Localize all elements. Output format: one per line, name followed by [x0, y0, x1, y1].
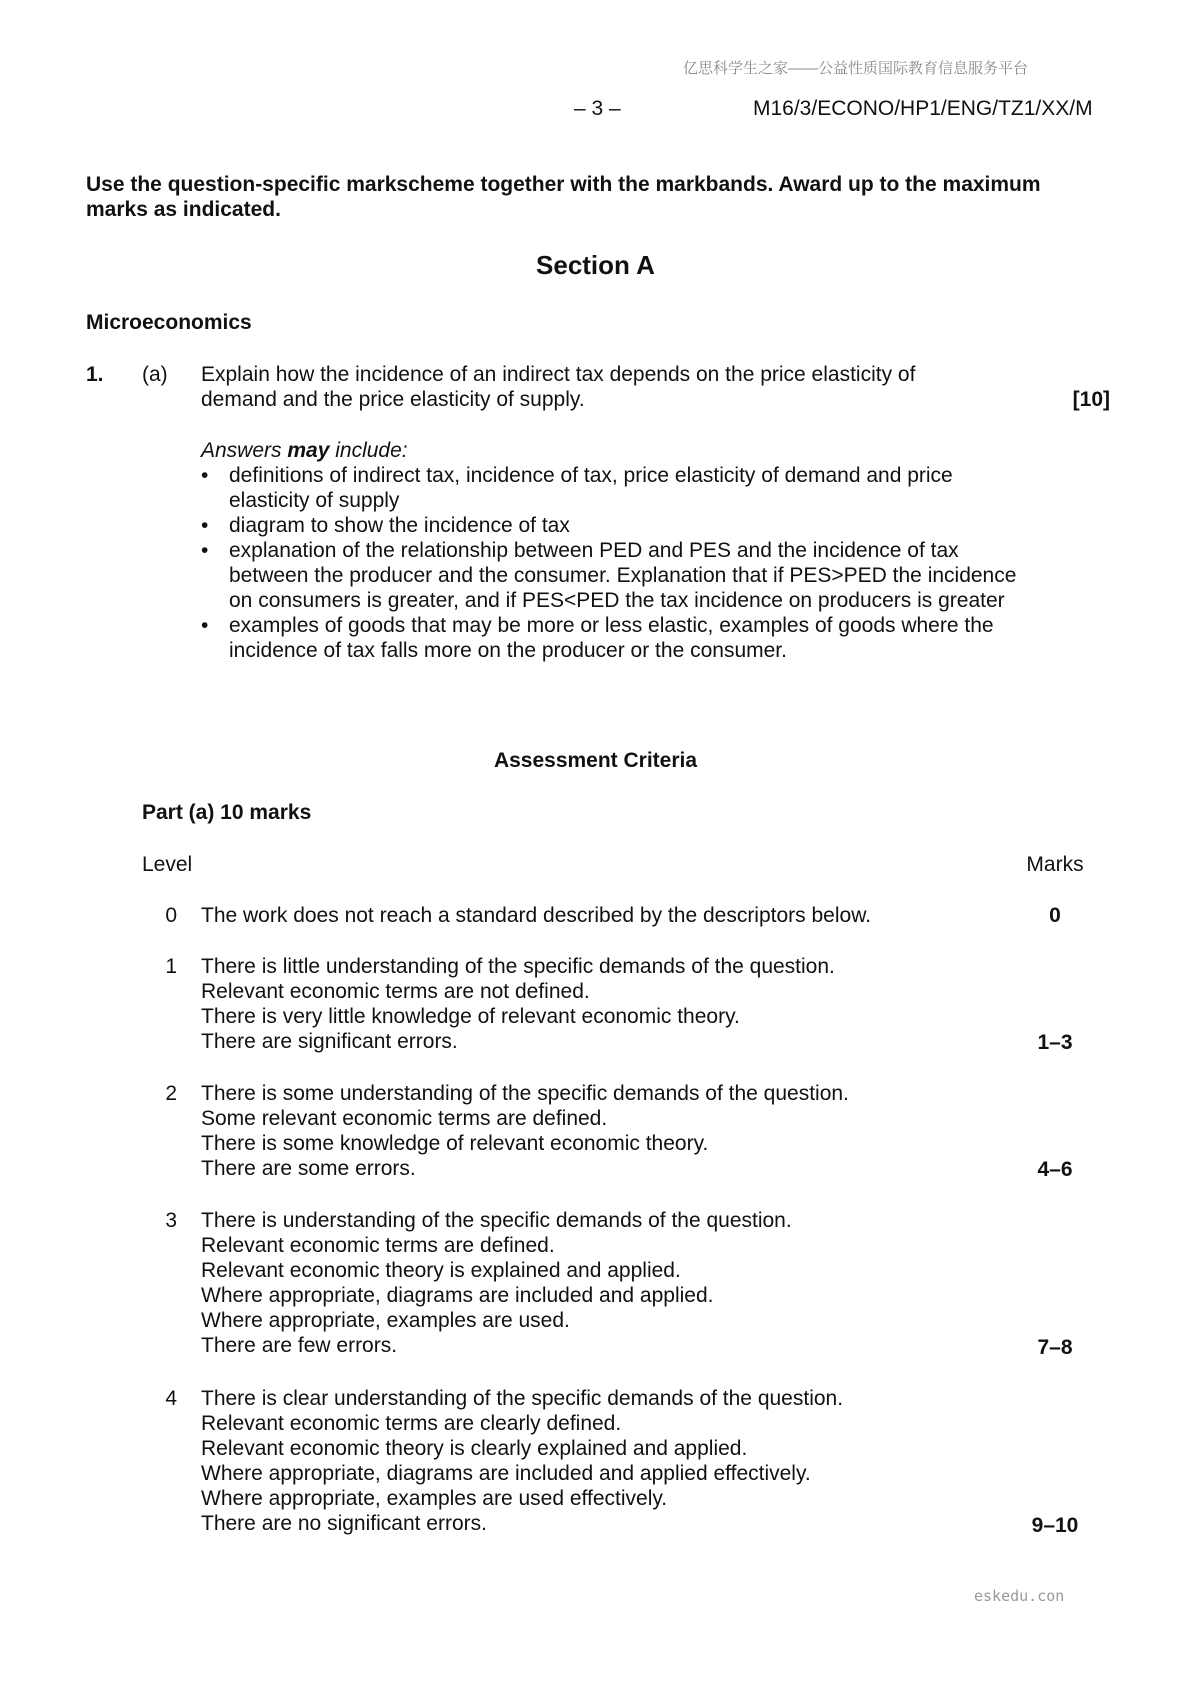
descriptor-line: Where appropriate, diagrams are included and applied.: [201, 1284, 714, 1307]
bullet-icon: •: [201, 464, 209, 487]
answers-intro-before: Answers: [201, 439, 288, 462]
descriptor-line: Relevant economic terms are clearly defined.: [201, 1412, 622, 1435]
level-number: 4: [165, 1387, 177, 1410]
bullet-icon: •: [201, 514, 209, 537]
descriptor-line: Relevant economic theory is clearly explained and applied.: [201, 1437, 748, 1460]
question-text-line-2: demand and the price elasticity of supply.: [201, 388, 585, 411]
answers-intro-after: include:: [329, 439, 408, 462]
document-code: M16/3/ECONO/HP1/ENG/TZ1/XX/M: [753, 97, 1093, 120]
level-descriptor: [201, 903, 871, 928]
list-item: [201, 613, 1031, 663]
list-item: [201, 463, 1031, 513]
descriptor-line: There are few errors.: [201, 1334, 398, 1357]
descriptor-line: There are significant errors.: [201, 1030, 458, 1053]
page-number: – 3 –: [574, 97, 621, 120]
level-marks: 7–8: [1037, 1336, 1073, 1359]
bullet-text: examples of goods that may be more or less elastic, examples of goods where the incidence of tax falls more on the producer or the consumer.: [229, 614, 994, 662]
bullet-icon: •: [201, 614, 209, 637]
section-title: Section A: [536, 250, 655, 280]
descriptor-line: Relevant economic terms are defined.: [201, 1234, 555, 1257]
level-number: 1: [165, 955, 177, 978]
descriptor-line: There is clear understanding of the specific demands of the question.: [201, 1387, 844, 1410]
level-number: 3: [165, 1209, 177, 1232]
question-part: (a): [142, 363, 168, 386]
level-marks: 0: [1049, 904, 1061, 927]
descriptor-line: There is little understanding of the specific demands of the question.: [201, 955, 835, 978]
descriptor-line: There is understanding of the specific demands of the question.: [201, 1209, 792, 1232]
level-marks: 4–6: [1037, 1158, 1073, 1181]
question-text-line-1: Explain how the incidence of an indirect tax depends on the price elasticity of: [201, 363, 916, 386]
descriptor-line: Where appropriate, examples are used effectively.: [201, 1487, 668, 1510]
watermark-text-bottom: eskedu.con: [974, 1587, 1065, 1605]
level-marks: 1–3: [1037, 1031, 1073, 1054]
level-descriptor: [201, 1386, 843, 1536]
question-marks: [10]: [1072, 388, 1110, 411]
answers-bullet-list: [201, 463, 1031, 663]
descriptor-line: There are no significant errors.: [201, 1512, 487, 1535]
list-item: [201, 513, 1031, 538]
descriptor-line: Relevant economic theory is explained and applied.: [201, 1259, 681, 1282]
instruction-line-1: Use the question-specific markscheme together with the markbands. Award up to the maximum: [86, 173, 1041, 196]
bullet-text: definitions of indirect tax, incidence of tax, price elasticity of demand and price elasticity of supply: [229, 464, 953, 512]
answers-intro-emphasis: may: [287, 439, 330, 462]
descriptor-line: Where appropriate, diagrams are included and applied effectively.: [201, 1462, 811, 1485]
level-marks: 9–10: [1031, 1514, 1079, 1537]
watermark-text-top: 亿思科学生之家——公益性质国际教育信息服务平台: [683, 60, 1029, 77]
descriptor-line: Some relevant economic terms are defined.: [201, 1107, 608, 1130]
level-descriptor: [201, 1081, 849, 1181]
bullet-text: explanation of the relationship between PED and PES and the incidence of tax between the producer and the consumer. Explanation that if PES>PED the incidence on consumers is greater, and if PES<PED the tax incidence on producers is greater: [229, 539, 1017, 612]
question-number: 1.: [86, 363, 104, 386]
topic-heading: Microeconomics: [86, 311, 252, 334]
bullet-icon: •: [201, 539, 209, 562]
descriptor-line: The work does not reach a standard described by the descriptors below.: [201, 904, 872, 927]
descriptor-line: There is very little knowledge of relevant economic theory.: [201, 1005, 740, 1028]
descriptor-line: Where appropriate, examples are used.: [201, 1309, 570, 1332]
level-number: 2: [165, 1082, 177, 1105]
level-number: 0: [165, 904, 177, 927]
descriptor-line: There are some errors.: [201, 1157, 416, 1180]
bullet-text: diagram to show the incidence of tax: [229, 514, 570, 537]
descriptor-line: There is some knowledge of relevant economic theory.: [201, 1132, 709, 1155]
descriptor-line: Relevant economic terms are not defined.: [201, 980, 590, 1003]
level-descriptor: [201, 1208, 792, 1358]
instruction-line-2: marks as indicated.: [86, 198, 281, 221]
answers-intro: [201, 438, 408, 463]
marks-column-header: Marks: [1026, 853, 1084, 876]
list-item: [201, 538, 1031, 613]
descriptor-line: There is some understanding of the specific demands of the question.: [201, 1082, 849, 1105]
level-column-header: Level: [142, 853, 193, 876]
assessment-title: Assessment Criteria: [493, 749, 698, 772]
assessment-part-title: Part (a) 10 marks: [142, 801, 312, 824]
level-descriptor: [201, 954, 835, 1054]
